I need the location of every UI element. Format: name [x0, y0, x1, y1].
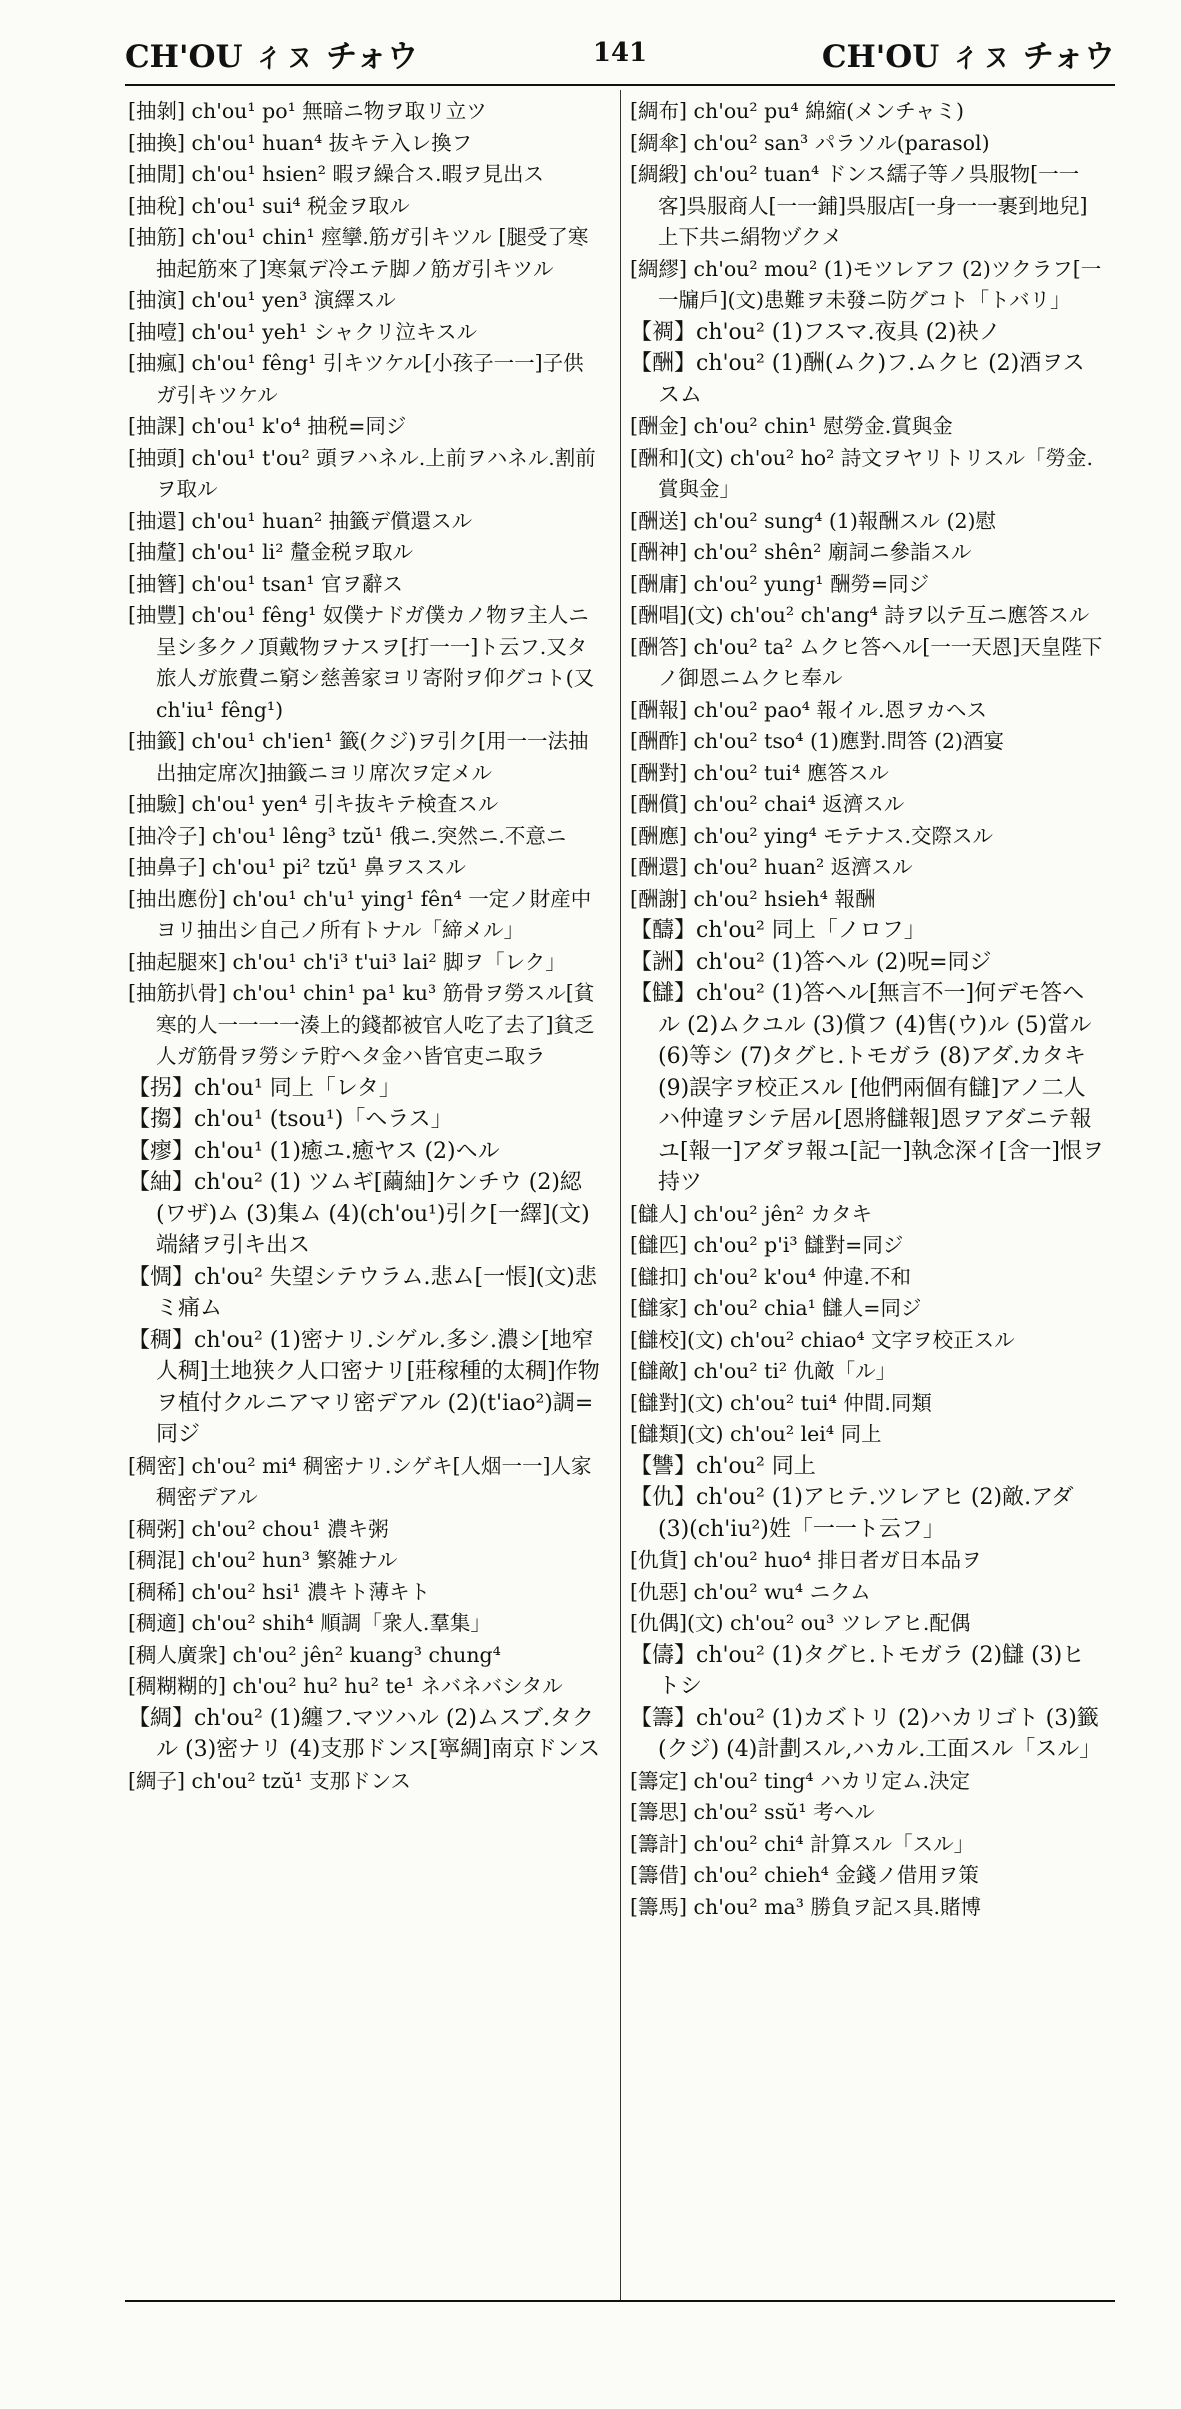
dictionary-entry: [抽起腿來] ch'ou¹ ch'i³ t'ui³ lai² 脚ヲ「レク」: [128, 949, 566, 974]
dictionary-entry: [仇惡] ch'ou² wu⁴ ニクム: [630, 1579, 871, 1604]
left-column: [128, 96, 603, 2296]
dictionary-entry: [稠混] ch'ou² hun³ 繁雑ナル: [128, 1548, 398, 1572]
dictionary-entry: [抽換] ch'ou¹ huan⁴ 抜キテ入レ換フ: [128, 130, 473, 155]
footer-rule: [125, 2300, 1115, 2302]
dictionary-entry: 【綢】ch'ou² (1)纏フ.マツハル (2)ムスブ.タクル (3)密ナリ (4)支那ドンス[寧綢]南京ドンス: [128, 1705, 601, 1762]
dictionary-entry: [抽簪] ch'ou¹ tsan¹ 官ヲ辭ス: [128, 571, 404, 596]
dictionary-entry: [酬唱](文) ch'ou² ch'ang⁴ 詩ヲ以テ互ニ應答スル: [630, 603, 1090, 627]
dictionary-entry: [稠稀] ch'ou² hsi¹ 濃キト薄キト: [128, 1579, 431, 1604]
dictionary-entry: [酬報] ch'ou² pao⁴ 報イル.恩ヲカヘス: [630, 697, 988, 722]
dictionary-entry: [抽筋] ch'ou¹ chin¹ 痙攣.筋ガ引キツル [腿受了寒抽起筋來了]寒氣デ冷エテ脚ノ筋ガ引キツル: [128, 225, 589, 281]
dictionary-entry: [稠粥] ch'ou² chou¹ 濃キ粥: [128, 1516, 389, 1541]
dictionary-entry: [籌思] ch'ou² ssŭ¹ 考ヘル: [630, 1800, 875, 1824]
dictionary-entry: 【醻】ch'ou² 同上「ノロフ」: [630, 918, 926, 943]
dictionary-entry: [抽還] ch'ou¹ huan² 抽籤デ償還スル: [128, 508, 473, 533]
dictionary-entry: 【稠】ch'ou² (1)密ナリ.シゲル.多シ.濃シ[地窄人稠]土地狭ク人口密ナリ[莊稼種的太稠]作物ヲ植付クルニアマリ密デアル (2)(t'iao²)調=同ジ: [128, 1327, 600, 1447]
dictionary-entry: [酬神] ch'ou² shên² 廟詞ニ參詣スル: [630, 540, 972, 564]
right-column: [630, 96, 1105, 2296]
dictionary-entry: [抽筋扒骨] ch'ou¹ chin¹ pa¹ ku³ 筋骨ヲ勞スル[貧寒的人一一一一湊上的錢都被官人吃了去了]貧乏人ガ筋骨ヲ勞シテ貯ヘタ金ハ皆官吏ニ取ラ: [128, 981, 595, 1068]
dictionary-entry: [讎對](文) ch'ou² tui⁴ 仲間.同類: [630, 1390, 932, 1415]
dictionary-entry: [綢傘] ch'ou² san³ パラソル(parasol): [630, 130, 990, 155]
column-divider: [620, 90, 621, 2300]
dictionary-entry: 【讐】ch'ou² 同上: [630, 1453, 816, 1479]
dictionary-entry: [酬還] ch'ou² huan² 返濟スル: [630, 855, 913, 879]
dictionary-entry: [抽頭] ch'ou¹ t'ou² 頭ヲハネル.上前ヲハネル.割前ヲ取ル: [128, 445, 596, 501]
dictionary-entry: [酬金] ch'ou² chin¹ 慰勞金.賞與金: [630, 414, 953, 438]
dictionary-entry: [抽瘋] ch'ou¹ fêng¹ 引キツケル[小孩子一一]子供ガ引キツケル: [128, 351, 584, 407]
dictionary-entry: [抽鼻子] ch'ou¹ pi² tzŭ¹ 鼻ヲススル: [128, 855, 466, 879]
dictionary-entry: 【搊】ch'ou¹ (tsou¹)「ヘラス」: [128, 1107, 453, 1132]
dictionary-entry: [酬償] ch'ou² chai⁴ 返濟スル: [630, 792, 905, 816]
dictionary-entry: [稠人廣衆] ch'ou² jên² kuang³ chung⁴: [128, 1642, 501, 1667]
header-left: CH'OU ㄔㄡ チォウ: [125, 38, 419, 75]
dictionary-entry: [綢子] ch'ou² tzŭ¹ 支那ドンス: [128, 1768, 411, 1793]
dictionary-entry: [籌計] ch'ou² chi⁴ 計算スル「スル」: [630, 1831, 975, 1856]
header-right: CH'OU ㄔㄡ チォウ: [821, 38, 1115, 75]
dictionary-entry: [酬庸] ch'ou² yung¹ 酬勞=同ジ: [630, 571, 930, 596]
dictionary-entry: [讎類](文) ch'ou² lei⁴ 同上: [630, 1422, 882, 1446]
dictionary-entry: [抽稅] ch'ou¹ sui⁴ 税金ヲ取ル: [128, 193, 410, 218]
dictionary-entry: [稠糊糊的] ch'ou² hu² hu² te¹ ネバネバシタル: [128, 1674, 563, 1698]
dictionary-entry: [抽出應份] ch'ou¹ ch'u¹ ying¹ fên⁴ 一定ノ財産中ヨリ抽出シ自己ノ所有トナル「締メル」: [128, 886, 592, 942]
dictionary-entry: [酬答] ch'ou² ta² ムクヒ答ヘル[一一天恩]天皇陛下ノ御恩ニムクヒ奉ル: [630, 634, 1103, 690]
dictionary-entry: 【籌】ch'ou² (1)カズトリ (2)ハカリゴト (3)籤(クジ) (4)計劃スル,ハカル.工面スル「スル」: [630, 1705, 1102, 1762]
dictionary-entry: 【紬】ch'ou² (1) ツムギ[繭紬]ケンチウ (2)綛(ワザ)ム (3)集ム (4)(ch'ou¹)引ク[一繹](文)端緒ヲ引キ出ス: [128, 1170, 590, 1258]
header-rule: [125, 84, 1115, 86]
dictionary-entry: 【酬】ch'ou² (1)酬(ムク)フ.ムクヒ (2)酒ヲススム: [630, 351, 1085, 408]
dictionary-entry: [抽驗] ch'ou¹ yen⁴ 引キ抜キテ検査スル: [128, 792, 499, 816]
dictionary-entry: [酬和](文) ch'ou² ho² 詩文ヲヤリトリスル「勞金.賞與金」: [630, 445, 1093, 501]
dictionary-entry: [抽剝] ch'ou¹ po¹ 無暗ニ物ヲ取リ立ツ: [128, 99, 487, 123]
dictionary-entry: [酬對] ch'ou² tui⁴ 應答スル: [630, 760, 889, 785]
dictionary-entry: [抽噎] ch'ou¹ yeh¹ シャクリ泣キスル: [128, 319, 477, 344]
dictionary-entry: [綢布] ch'ou² pu⁴ 綿縮(メンチャミ): [630, 99, 965, 123]
dictionary-entry: [酬送] ch'ou² sung⁴ (1)報酬スル (2)慰: [630, 508, 996, 533]
dictionary-entry: [讎敵] ch'ou² ti² 仇敵「ル」: [630, 1359, 897, 1383]
dictionary-entry: [稠適] ch'ou² shih⁴ 順調「衆人.羣集」: [128, 1611, 491, 1635]
dictionary-entry: [讎家] ch'ou² chia¹ 讎人=同ジ: [630, 1296, 922, 1320]
dictionary-entry: 【瘳】ch'ou¹ (1)癒ユ.癒ヤス (2)ヘル: [128, 1138, 500, 1164]
dictionary-entry: [讎人] ch'ou² jên² カタキ: [630, 1201, 873, 1226]
dictionary-entry: 【裯】ch'ou² (1)フスマ.夜具 (2)袂ノ: [630, 319, 1001, 345]
dictionary-entry: [酬酢] ch'ou² tso⁴ (1)應對.問答 (2)酒宴: [630, 729, 1005, 753]
dictionary-entry: 【讎】ch'ou² (1)答ヘル[無言不一]何デモ答ヘル (2)ムクユル (3)償フ (4)售(ウ)ル (5)當ル (6)等シ (7)タグヒ.トモガラ (8)アダ.カタキ (9)誤字ヲ校正スル [他們兩個有讎]アノ二人ハ仲違ヲシテ居ル[恩將讎報]恩ヲアダニテ報ユ[報一]アダヲ報ユ[記一]執念深イ[含一]恨ヲ持ツ: [630, 981, 1104, 1195]
dictionary-entry: [仇偶](文) ch'ou² ou³ ツレアヒ.配偶: [630, 1611, 971, 1635]
page-header: [125, 28, 1115, 78]
dictionary-entry: [讎扣] ch'ou² k'ou⁴ 仲違.不和: [630, 1264, 911, 1289]
dictionary-entry: 【拐】ch'ou¹ 同上「レタ」: [128, 1075, 401, 1101]
dictionary-entry: [抽籤] ch'ou¹ ch'ien¹ 籤(クジ)ヲ引ク[用一一法抽出抽定席次]抽籤ニヨリ席次ヲ定メル: [128, 729, 589, 785]
dictionary-entry: [綢繆] ch'ou² mou² (1)モツレアフ (2)ツクラフ[一一牖戶](文)患難ヲ未發ニ防グコト「トバリ」: [630, 256, 1102, 312]
dictionary-entry: [酬謝] ch'ou² hsieh⁴ 報酬: [630, 886, 876, 911]
dictionary-entry: [綢緞] ch'ou² tuan⁴ ドンス繻子等ノ呉服物[一一客]呉服商人[一一鋪]呉服店[一身一一裹到地兒]上下共ニ絹物ヅクメ: [630, 162, 1088, 249]
dictionary-entry: 【詶】ch'ou² (1)答ヘル (2)呪=同ジ: [630, 949, 992, 975]
dictionary-entry: [籌定] ch'ou² ting⁴ ハカリ定ム.決定: [630, 1768, 970, 1793]
dictionary-entry: [仇貨] ch'ou² huo⁴ 排日者ガ日本品ヲ: [630, 1548, 982, 1572]
dictionary-entry: 【仇】ch'ou² (1)アヒテ.ツレアヒ (2)敵.アダ (3)(ch'iu²)姓「一一ト云フ」: [630, 1485, 1074, 1542]
dictionary-entry: [抽釐] ch'ou¹ li² 釐金税ヲ取ル: [128, 540, 413, 564]
dictionary-entry: [抽冷子] ch'ou¹ lêng³ tzŭ¹ 俄ニ.突然ニ.不意ニ: [128, 823, 567, 848]
dictionary-entry: [讎校](文) ch'ou² chiao⁴ 文字ヲ校正スル: [630, 1327, 1015, 1352]
dictionary-entry: [籌借] ch'ou² chieh⁴ 金錢ノ借用ヲ策: [630, 1863, 979, 1887]
dictionary-entry: [抽課] ch'ou¹ k'o⁴ 抽税=同ジ: [128, 414, 407, 438]
dictionary-entry: [抽閒] ch'ou¹ hsien² 暇ヲ繰合ス.暇ヲ見出ス: [128, 162, 544, 186]
dictionary-entry: [抽演] ch'ou¹ yen³ 演繹スル: [128, 288, 396, 312]
dictionary-entry: [抽豐] ch'ou¹ fêng¹ 奴僕ナドガ僕カノ物ヲ主人ニ呈シ多クノ頂戴物ヲナスヲ[打一一]ト云フ.又タ旅人ガ旅費ニ窮シ慈善家ヨリ寄附ヲ仰グコト(又 ch'iu¹ fêng¹): [128, 603, 595, 722]
page-number: 141: [592, 38, 648, 68]
dictionary-entry: [酬應] ch'ou² ying⁴ モテナス.交際スル: [630, 823, 994, 848]
dictionary-entry: 【惆】ch'ou² 失望シテウラム.悲ム[一悵](文)悲ミ痛ム: [128, 1264, 597, 1321]
dictionary-entry: [籌馬] ch'ou² ma³ 勝負ヲ記ス具.賭博: [630, 1894, 982, 1919]
dictionary-entry: [讎匹] ch'ou² p'i³ 讎對=同ジ: [630, 1233, 904, 1257]
dictionary-entry: 【儔】ch'ou² (1)タグヒ.トモガラ (2)讎 (3)ヒトシ: [630, 1642, 1085, 1699]
dictionary-entry: [稠密] ch'ou² mi⁴ 稠密ナリ.シゲキ[人烟一一]人家稠密デアル: [128, 1453, 592, 1509]
